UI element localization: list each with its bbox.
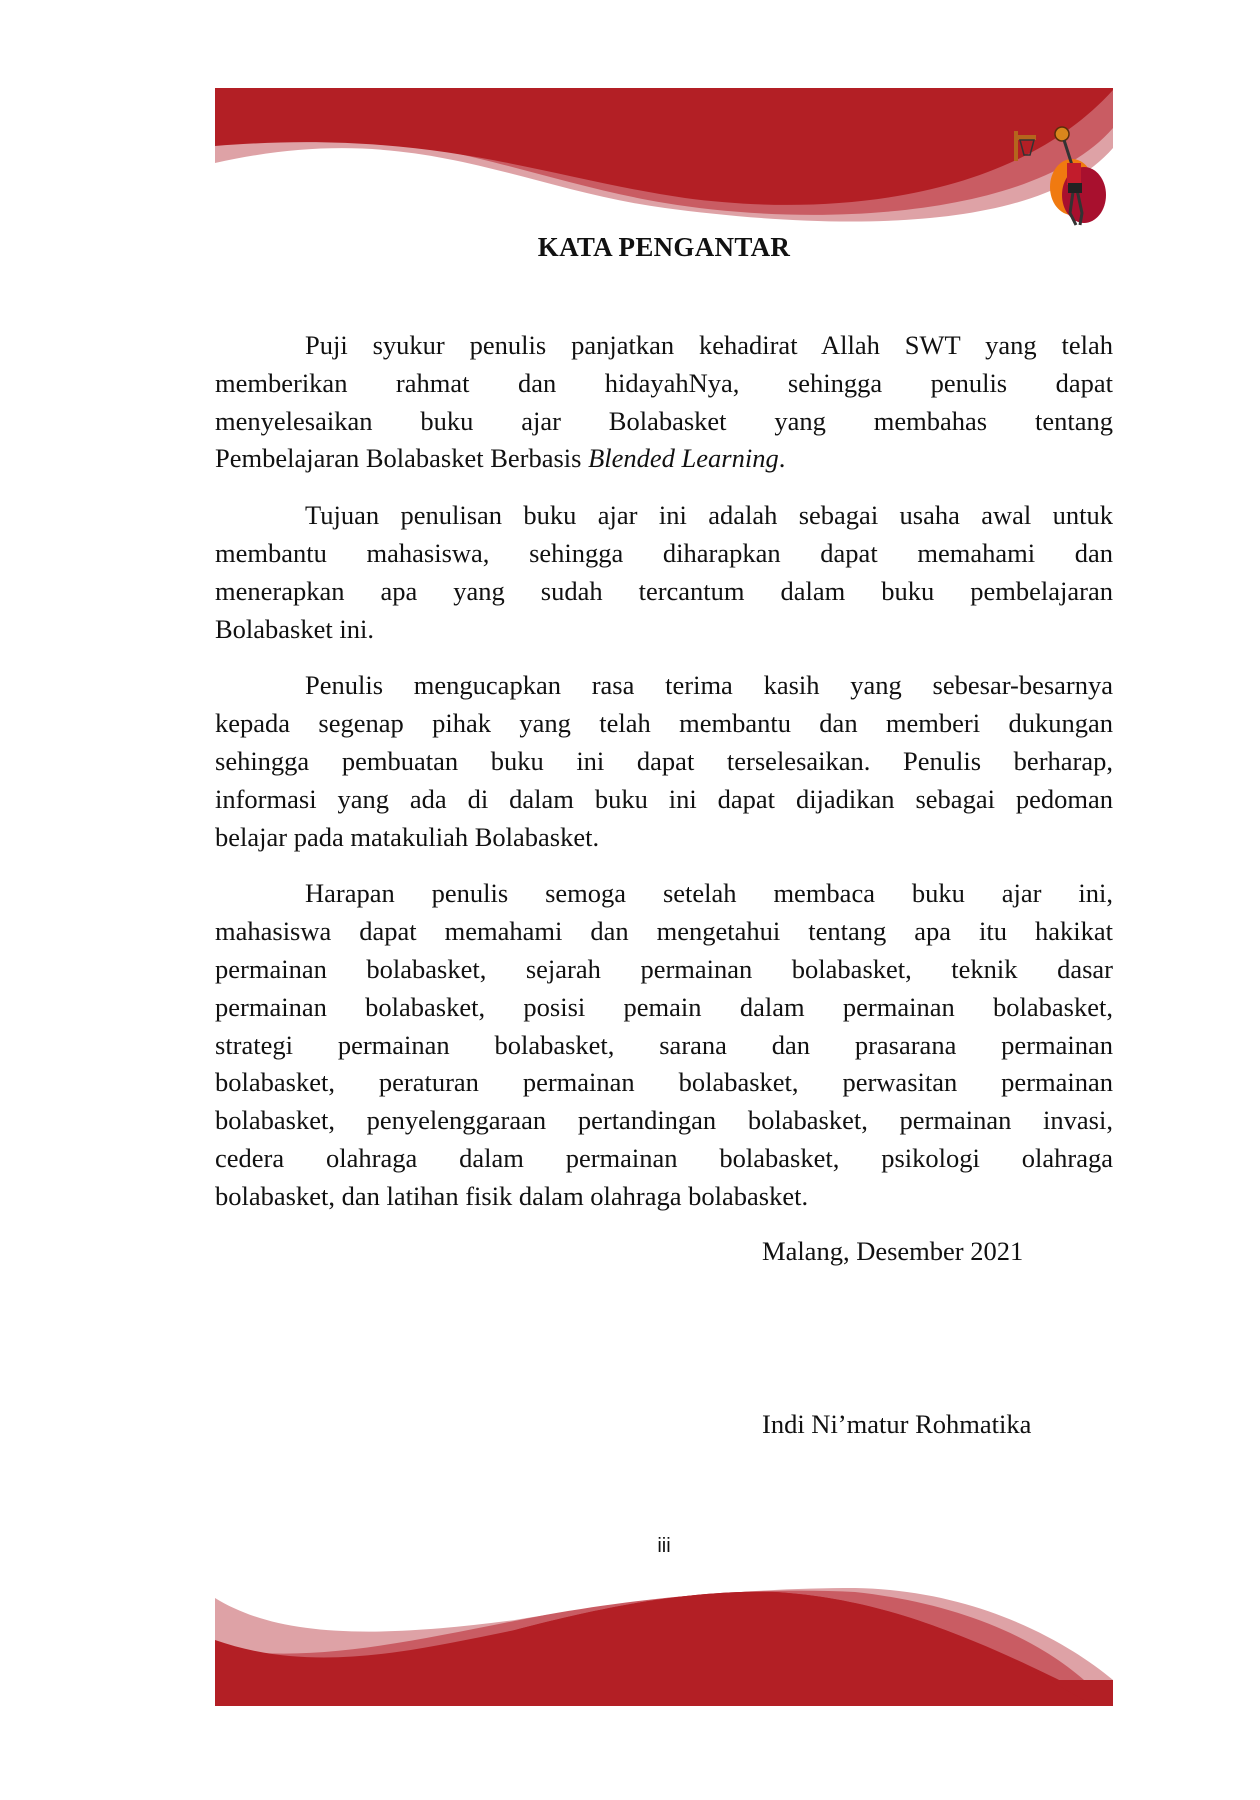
text-line: informasi yang ada di dalam buku ini dapat dijadikan sebagai pedoman <box>215 783 1113 814</box>
paragraph-3 <box>215 667 1113 856</box>
text-line: memberikan rahmat dan hidayahNya, sehingga penulis dapat <box>215 367 1113 398</box>
text-line: sehingga pembuatan buku ini dapat terselesaikan. Penulis berharap, <box>215 745 1113 776</box>
text-line: kepada segenap pihak yang telah membantu dan memberi dukungan <box>215 708 1113 739</box>
text-line: bolabasket, penyelenggaraan pertandingan bolabasket, permainan invasi, <box>215 1105 1113 1136</box>
text-line <box>215 440 1113 478</box>
text-line: membantu mahasiswa, sehingga diharapkan dapat memahami dan <box>215 537 1113 568</box>
text-line: Tujuan penulisan buku ajar ini adalah sebagai usaha awal untuk <box>305 500 1113 531</box>
text-line: menyelesaikan buku ajar Bolabasket yang membahas tentang <box>215 405 1113 436</box>
text-line: cedera olahraga dalam permainan bolabasket, psikologi olahraga <box>215 1142 1113 1173</box>
text-line: menerapkan apa yang sudah tercantum dalam buku pembelajaran <box>215 575 1113 606</box>
paragraph-2 <box>215 497 1113 648</box>
text-segment: . <box>778 443 786 474</box>
paragraph-1 <box>215 327 1113 478</box>
text-line: belajar pada matakuliah Bolabasket. <box>215 821 600 852</box>
author-name: Indi Ni’matur Rohmatika <box>762 1409 1032 1439</box>
page-title: KATA PENGANTAR <box>537 232 791 262</box>
body-text <box>215 327 1113 1235</box>
text-line: permainan bolabasket, posisi pemain dalam permainan bolabasket, <box>215 991 1113 1022</box>
paragraph-4 <box>215 875 1113 1215</box>
basketball-player-icon <box>1010 125 1125 235</box>
text-line: Bolabasket ini. <box>215 613 374 644</box>
page-number: iii <box>657 1535 671 1557</box>
text-line: Harapan penulis semoga setelah membaca buku ajar ini, <box>305 878 1113 909</box>
text-line: permainan bolabasket, sejarah permainan bolabasket, teknik dasar <box>215 953 1113 984</box>
text-line: Puji syukur penulis panjatkan kehadirat Allah SWT yang telah <box>305 330 1113 360</box>
footer-wave-banner <box>215 1580 1113 1706</box>
text-line: strategi permainan bolabasket, sarana dan prasarana permainan <box>215 1029 1113 1060</box>
header-wave-banner <box>215 88 1113 223</box>
text-line: mahasiswa dapat memahami dan mengetahui tentang apa itu hakikat <box>215 916 1113 947</box>
italic-term: Blended Learning <box>588 443 779 474</box>
text-line: bolabasket, peraturan permainan bolabasket, perwasitan permainan <box>215 1067 1113 1098</box>
text-line: Penulis mengucapkan rasa terima kasih yang sebesar-besarnya <box>305 670 1113 701</box>
text-segment: Pembelajaran Bolabasket Berbasis <box>215 443 589 474</box>
text-line: bolabasket, dan latihan fisik dalam olahraga bolabasket. <box>215 1180 809 1211</box>
place-date: Malang, Desember 2021 <box>762 1236 1024 1266</box>
